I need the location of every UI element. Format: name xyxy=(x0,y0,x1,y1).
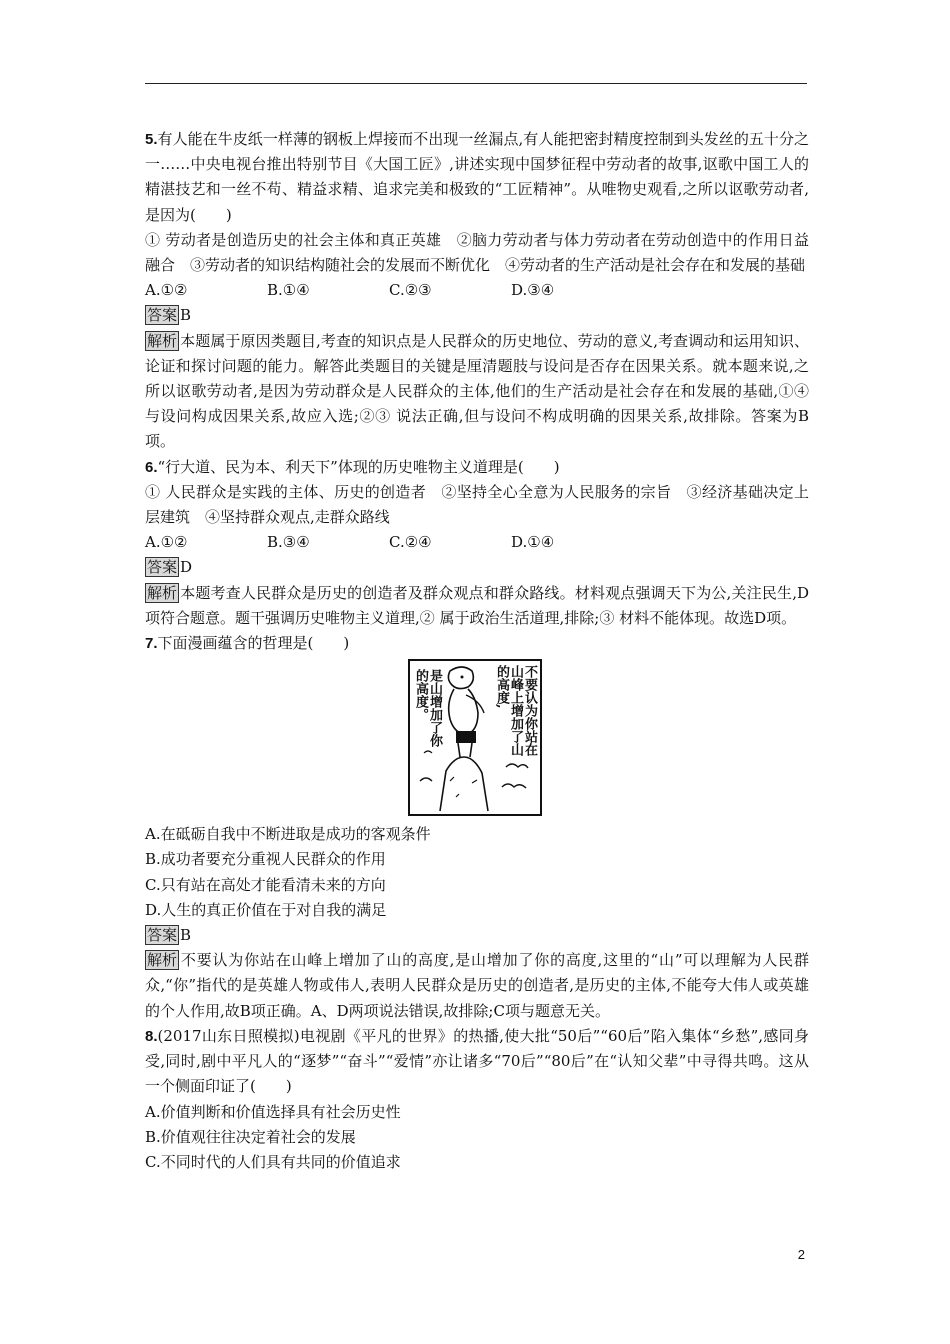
q7-option-d: D.人生的真正价值在于对自我的满足 xyxy=(145,900,387,919)
q7-analysis-text: 不要认为你站在山峰上增加了山的高度,是山增加了你的高度,这里的“山”可以理解为人民群众,“你”指代的是英雄人物或伟人,表明人民群众是历史的创造者,是历史的主体,不能夸大伟人或英雄的个人作用,故B项正确。A、D两项说法错误,故排除;C项与题意无关。 xyxy=(145,951,809,1020)
q6-options xyxy=(145,530,809,555)
q6-option-c: C.②④ xyxy=(389,533,432,552)
q5-options xyxy=(145,278,809,303)
analysis-tag: 解析 xyxy=(147,331,178,350)
mountain-texture xyxy=(450,777,477,797)
q5-stem-text: 有人能在牛皮纸一样薄的钢板上焊接而不出现一丝漏点,有人能把密封精度控制到头发丝的五十分之一……中央电视台推出特别节目《大国工匠》,讲述实现中国梦征程中劳动者的故事,讴歌中国工人的精湛技艺和一丝不苟、精益求精、追求完美和极致的“工匠精神”。从唯物史观看,之所以讴歌劳动者,是因为( ) xyxy=(145,130,809,224)
q5-option-c: C.②③ xyxy=(389,281,432,300)
q6-stem xyxy=(145,455,809,480)
content xyxy=(145,127,809,1175)
q6-stem-text: “行大道、民为本、利天下”体现的历史唯物主义道理是( ) xyxy=(157,457,560,476)
q8-option-c: C.不同时代的人们具有共同的价值追求 xyxy=(145,1152,401,1171)
q5-stem xyxy=(145,127,809,228)
cartoon-caption-right: 不要认为你站在山峰上增加了山的高度, xyxy=(494,665,537,757)
q6-items: ① 人民群众是实践的主体、历史的创造者 ②坚持全心全意为人民服务的宗旨 ③经济基础决定上层建筑 ④坚持群众观点,走群众路线 xyxy=(145,482,809,527)
q5-analysis-text: 本题属于原因类题目,考查的知识点是人民群众的历史地位、劳动的意义,考查调动和运用知识、论证和探讨问题的能力。解答此类题目的关键是厘清题肢与设问是否存在因果关系。就本题来说,之所以讴歌劳动者,是因为劳动群众是人民群众的主体,他们的生产活动是社会存在和发展的基础,①④ 与设问构成因果关系,故应入选;②③ 说法正确,但与设问不构成明确的因果关系,故排除。答案为B项。 xyxy=(145,331,809,451)
figure-legs xyxy=(458,743,472,757)
q6-analysis xyxy=(145,581,809,631)
cloud-1 xyxy=(506,764,528,768)
q7-stem xyxy=(145,631,809,656)
q7-answer-value: B xyxy=(180,926,192,945)
q6-number: 6. xyxy=(145,458,158,476)
q8-option-b: B.价值观往往决定着社会的发展 xyxy=(145,1127,356,1146)
q5-option-a: A.①② xyxy=(145,281,188,300)
cartoon-wrapper xyxy=(145,656,809,822)
q6-answer xyxy=(145,555,809,580)
q5-option-d: D.③④ xyxy=(511,281,555,300)
analysis-tag: 解析 xyxy=(147,951,178,970)
cartoon-image xyxy=(408,659,542,816)
header-rule xyxy=(145,83,807,84)
q8-number: 8. xyxy=(145,1027,158,1045)
analysis-tag: 解析 xyxy=(147,583,178,602)
page-number: 2 xyxy=(797,1247,805,1262)
answer-tag: 答案 xyxy=(147,306,178,325)
cloud-4 xyxy=(424,751,432,753)
q7-answer xyxy=(145,923,809,948)
figure-eye xyxy=(461,676,464,679)
cloud-3 xyxy=(420,778,432,781)
figure-shorts xyxy=(456,731,476,743)
q5-option-b: B.①④ xyxy=(267,281,310,300)
q7-option-a: A.在砥砺自我中不断进取是成功的客观条件 xyxy=(145,825,431,844)
q6-option-b: B.③④ xyxy=(267,533,310,552)
answer-tag: 答案 xyxy=(147,558,178,577)
q7-analysis xyxy=(145,948,809,1024)
q8-stem xyxy=(145,1024,809,1100)
figure-body xyxy=(449,689,478,735)
q5-number: 5. xyxy=(145,131,158,148)
cloud-2 xyxy=(502,784,526,788)
q6-option-d: D.①④ xyxy=(511,533,555,552)
cartoon-caption-left: 是山增加了你的高度。 xyxy=(413,669,442,748)
q5-items: ① 劳动者是创造历史的社会主体和真正英雄 ②脑力劳动者与体力劳动者在劳动创造中的作用日益融合 ③劳动者的知识结构随社会的发展而不断优化 ④劳动者的生产活动是社会存在和发展的基础 xyxy=(145,230,809,275)
q6-analysis-text: 本题考查人民群众是历史的创造者及群众观点和群众路线。材料观点强调天下为公,关注民生,D项符合题意。题干强调历史唯物主义道理,② 属于政治生活道理,排除;③ 材料不能体现。故选D项。 xyxy=(145,583,809,627)
q5-analysis xyxy=(145,329,809,455)
figure-arm xyxy=(466,695,484,713)
q7-number: 7. xyxy=(145,635,158,653)
q5-answer xyxy=(145,303,809,328)
q6-option-a: A.①② xyxy=(145,533,188,552)
answer-tag: 答案 xyxy=(147,926,178,945)
q7-stem-text: 下面漫画蕴含的哲理是( ) xyxy=(157,634,350,653)
q5-answer-value: B xyxy=(180,306,192,325)
mountain-peak xyxy=(440,757,488,811)
q7-option-b: B.成功者要充分重视人民群众的作用 xyxy=(145,850,386,869)
q8-option-a: A.价值判断和价值选择具有社会历史性 xyxy=(145,1102,401,1121)
q8-stem-text: (2017山东日照模拟)电视剧《平凡的世界》的热播,使大批“50后”“60后”陷入集体“乡愁”,感同身受,同时,剧中平凡人的“逐梦”“奋斗”“爱情”亦让诸多“70后”“80后”在“认知父辈”中寻得共鸣。这从一个侧面印证了( ) xyxy=(145,1026,809,1096)
q6-answer-value: D xyxy=(180,558,193,577)
q7-option-c: C.只有站在高处才能看清未来的方向 xyxy=(145,875,386,894)
cartoon-drawing xyxy=(410,661,540,814)
